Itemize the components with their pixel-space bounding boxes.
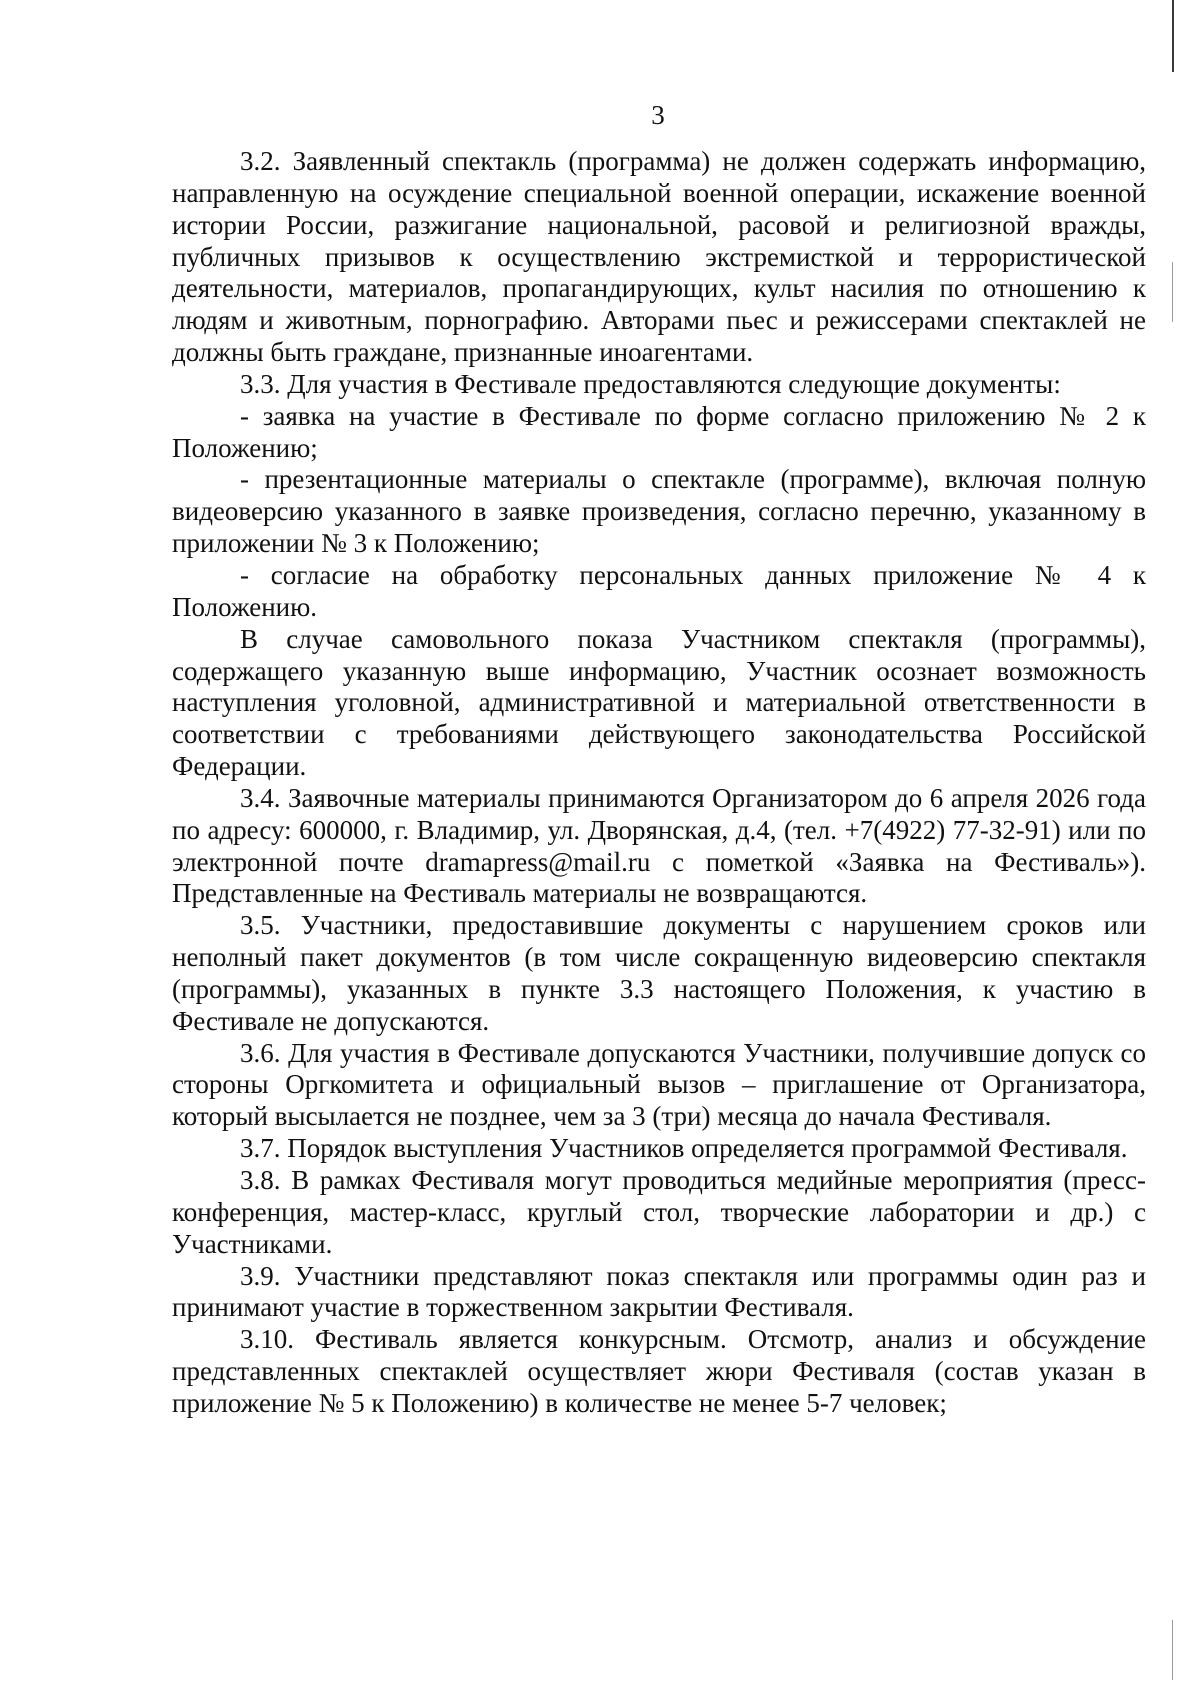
- list-item-presentation: - презентационные материалы о спектакле (программе), включая полную видеоверсию указанного в заявке произведения, согласно перечню, указанному в приложении № 3 к Положению;: [172, 464, 1146, 559]
- paragraph-3-4: 3.4. Заявочные материалы принимаются Организатором до 6 апреля 2026 года по адресу: 600000, г. Владимир, ул. Дворянская, д.4, (тел. +7(4922) 77-32-91) или по электронной почте dramapress@mail.ru с пометкой «Заявка на Фестиваль»). Представленные на Фестиваль материалы не возвращаются.: [172, 782, 1146, 909]
- page-number: 3: [651, 100, 665, 130]
- scan-edge-line: [1172, 262, 1173, 322]
- list-item-application: - заявка на участие в Фестивале по форме согласно приложению № 2 к Положению;: [172, 400, 1146, 463]
- paragraph-3-6: 3.6. Для участия в Фестивале допускаются Участники, получившие допуск со стороны Оргкомитета и официальный вызов – приглашение от Организатора, который высылается не позднее, чем за 3 (три) месяца до начала Фестиваля.: [172, 1037, 1146, 1132]
- paragraph-3-5: 3.5. Участники, предоставившие документы с нарушением сроков или неполный пакет документов (в том числе сокращенную видеоверсию спектакля (программы), указанных в пункте 3.3 настоящего Положения, к участию в Фестивале не допускаются.: [172, 910, 1146, 1036]
- paragraph-3-7: 3.7. Порядок выступления Участников определяется программой Фестиваля.: [240, 1133, 1128, 1164]
- paragraph-3-10: 3.10. Фестиваль является конкурсным. Отсмотр, анализ и обсуждение представленных спектаклей осуществляет жюри Фестиваля (состав указан в приложение № 5 к Положению) в количестве не менее 5-7 человек;: [172, 1324, 1146, 1418]
- paragraph-3-3: 3.3. Для участия в Фестивале предоставляются следующие документы:: [240, 368, 1061, 399]
- paragraph-3-8: 3.8. В рамках Фестиваля могут проводиться медийные мероприятия (пресс-конференция, мастер-класс, круглый стол, творческие лаборатории и др.) с Участниками.: [172, 1165, 1146, 1259]
- paragraph-liability: В случае самовольного показа Участником спектакля (программы), содержащего указанную выше информацию, Участник осознает возможность наступления уголовной, административной и материальной ответственности в соответствии с требованиями действующего законодательства Российской Федерации.: [172, 623, 1146, 782]
- scan-edge-line: [1172, 0, 1174, 72]
- list-item-consent: - согласие на обработку персональных данных приложение № 4 к Положению.: [172, 559, 1146, 622]
- document-body: [172, 146, 1146, 1420]
- paragraph-3-9: 3.9. Участники представляют показ спектакля или программы один раз и принимают участие в торжественном закрытии Фестиваля.: [172, 1260, 1146, 1323]
- paragraph-3-2: 3.2. Заявленный спектакль (программа) не должен содержать информацию, направленную на осуждение специальной военной операции, искажение военной истории России, разжигание национальной, расовой и религиозной вражды, публичных призывов к осуществлению экстремисткой и террористической деятельности, материалов, пропагандирующих, культ насилия по отношению к людям и животным, порнографию. Авторами пьес и режиссерами спектаклей не должны быть граждане, признанные иноагентами.: [172, 146, 1146, 368]
- scan-edge-line: [1172, 1620, 1173, 1680]
